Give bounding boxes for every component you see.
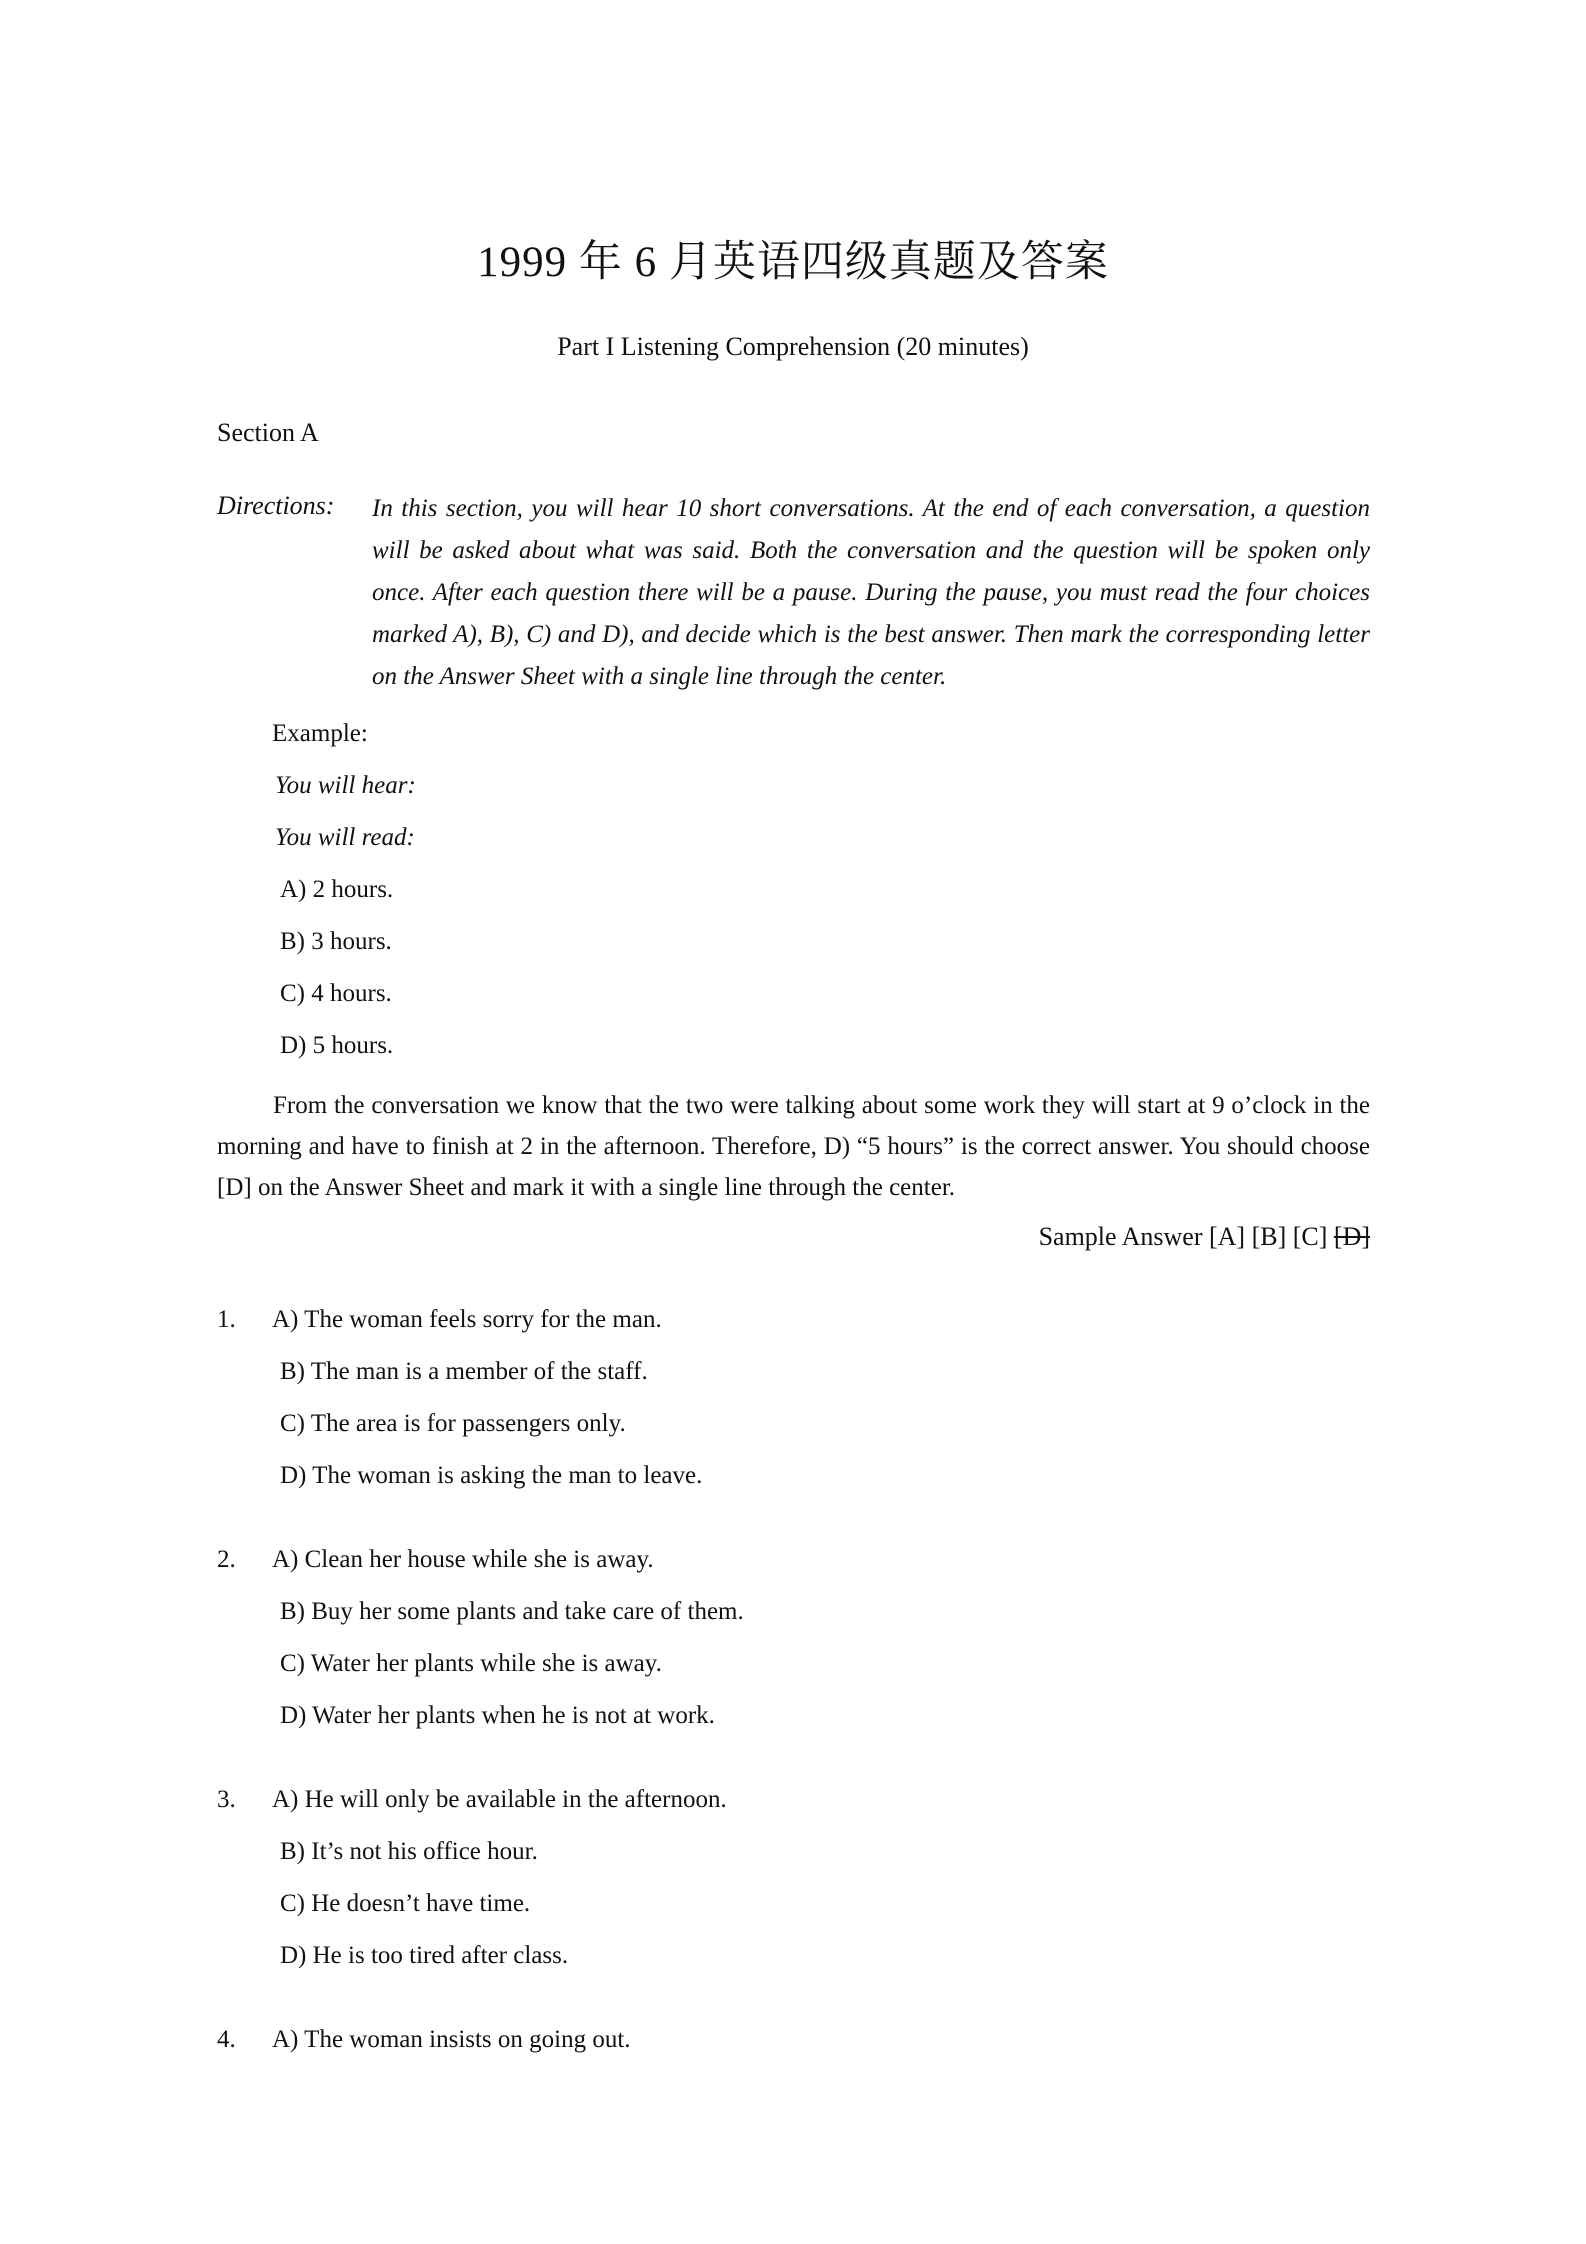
example-read: You will read: — [275, 824, 415, 851]
question-choice: C) The area is for passengers only. — [280, 1410, 626, 1437]
example-label: Example: — [272, 720, 368, 747]
sample-answer-marked: [D] — [1333, 1222, 1370, 1251]
question-choice: D) The woman is asking the man to leave. — [280, 1462, 703, 1489]
question-choice: B) The man is a member of the staff. — [280, 1358, 648, 1385]
question-number: 1. — [217, 1306, 236, 1333]
question-number: 3. — [217, 1786, 236, 1813]
example-explanation: From the conversation we know that the two were talking about some work they will start at 9 o’clock in the morning and have to finish at 2 in the afternoon. Therefore, D) “5 hours” is the correct answer. You should choose [D] on the Answer Sheet and mark it with a single line through the center. — [217, 1092, 1370, 1201]
directions-label: Directions: — [217, 491, 335, 520]
question-choice: D) Water her plants when he is not at work. — [280, 1702, 715, 1729]
question-choice: A) He will only be available in the afternoon. — [272, 1786, 727, 1813]
question-choice: A) The woman insists on going out. — [272, 2026, 631, 2053]
question-choice: D) He is too tired after class. — [280, 1942, 569, 1969]
sample-answer-options: Sample Answer [A] [B] [C] — [1038, 1222, 1334, 1251]
directions-text: In this section, you will hear 10 short conversations. At the end of each conversation, a question will be asked about what was said. Both the conversation and the question will be spoken only once. After each question there will be a pause. During the pause, you must read the four choices marked A), B), C) and D), and decide which is the best answer. Then mark the corresponding letter on the Answer Sheet with a single line through the center. — [372, 495, 1370, 690]
question-choice: C) Water her plants while she is away. — [280, 1650, 662, 1677]
question-number: 4. — [217, 2026, 236, 2053]
example-choice-a: A) 2 hours. — [280, 876, 394, 903]
document-title: 1999 年 6 月英语四级真题及答案 — [477, 239, 1109, 286]
section-heading: Section A — [217, 418, 319, 447]
example-choice-c: C) 4 hours. — [280, 980, 392, 1007]
question-number: 2. — [217, 1546, 236, 1573]
question-choice: A) The woman feels sorry for the man. — [272, 1306, 662, 1333]
example-choice-d: D) 5 hours. — [280, 1032, 394, 1059]
example-choice-b: B) 3 hours. — [280, 928, 392, 955]
example-hear: You will hear: — [275, 772, 416, 799]
part-heading: Part I Listening Comprehension (20 minutes) — [557, 332, 1029, 361]
question-choice: C) He doesn’t have time. — [280, 1890, 531, 1917]
sample-answer — [1039, 1222, 1370, 1252]
question-choice: B) It’s not his office hour. — [280, 1838, 538, 1865]
question-choice: A) Clean her house while she is away. — [272, 1546, 654, 1573]
question-choice: B) Buy her some plants and take care of them. — [280, 1598, 744, 1625]
